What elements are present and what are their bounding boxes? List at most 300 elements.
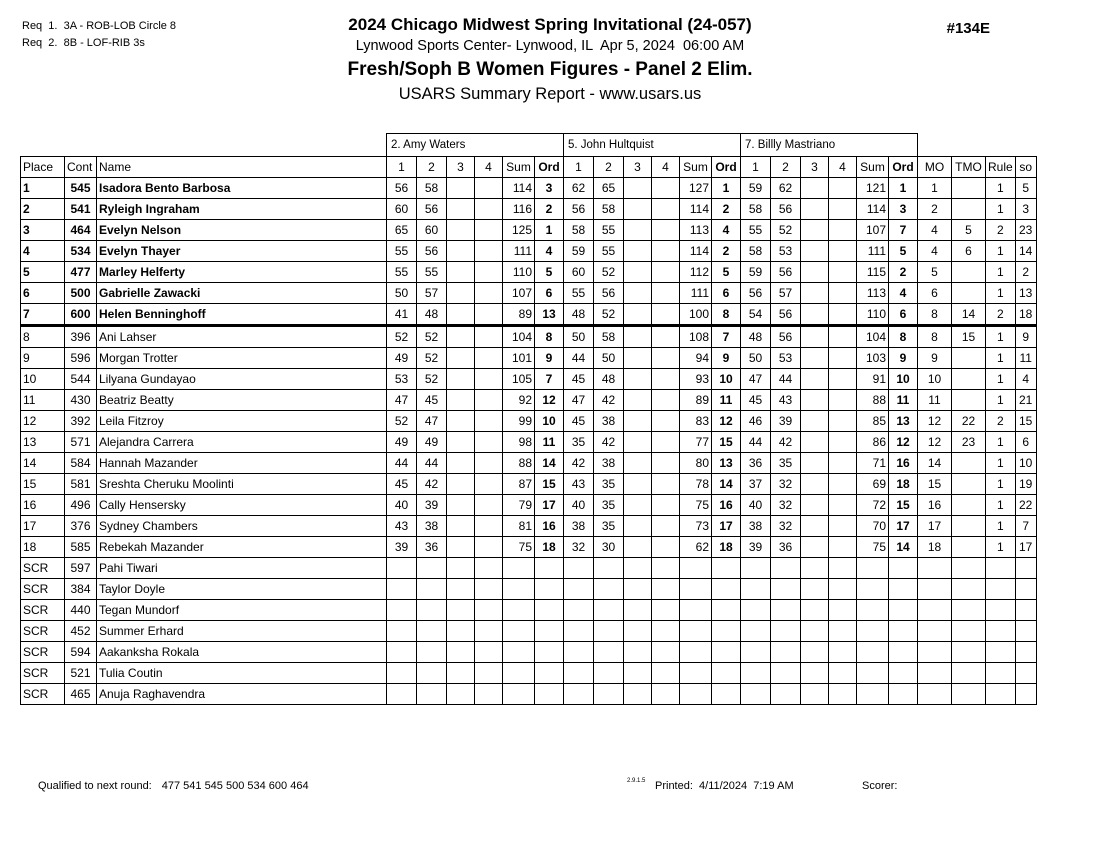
judge2-sum-cell: 80 bbox=[680, 453, 712, 474]
skater-name-cell: Pahi Tiwari bbox=[97, 558, 387, 579]
judge2-score3-cell bbox=[624, 516, 652, 537]
judge3-sum-cell: 110 bbox=[857, 304, 889, 326]
judge3-score4-cell bbox=[829, 326, 857, 348]
judge2-score1-cell: 48 bbox=[564, 304, 594, 326]
judge3-score3-cell bbox=[801, 390, 829, 411]
table-row bbox=[21, 326, 1037, 348]
judge3-score2-cell: 62 bbox=[771, 178, 801, 199]
judge3-score3-cell bbox=[801, 684, 829, 705]
judge3-sum-cell: 115 bbox=[857, 262, 889, 283]
judge2-sum-cell: 111 bbox=[680, 283, 712, 304]
judge3-score4-cell bbox=[829, 600, 857, 621]
judge3-sum-cell bbox=[857, 684, 889, 705]
so-cell bbox=[1015, 558, 1036, 579]
judge3-score2-cell bbox=[771, 684, 801, 705]
judge2-score4-cell bbox=[652, 642, 680, 663]
judge1-score4-cell bbox=[475, 304, 503, 326]
judge2-score4-cell bbox=[652, 283, 680, 304]
judge1-score1-cell: 53 bbox=[387, 369, 417, 390]
judge1-sum-cell: 125 bbox=[503, 220, 535, 241]
judge3-score4-cell bbox=[829, 579, 857, 600]
judge1-score2-cell: 56 bbox=[417, 199, 447, 220]
table-row bbox=[21, 537, 1037, 558]
table-row bbox=[21, 663, 1037, 684]
judge2-score1-cell: 58 bbox=[564, 220, 594, 241]
mo-cell: 4 bbox=[918, 241, 952, 262]
judge3-score3-cell bbox=[801, 283, 829, 304]
tmo-cell bbox=[952, 348, 986, 369]
judge1-score1-cell: 43 bbox=[387, 516, 417, 537]
judge2-score4-cell bbox=[652, 600, 680, 621]
judge2-sum-cell: 89 bbox=[680, 390, 712, 411]
judge2-sum-cell: 113 bbox=[680, 220, 712, 241]
place-cell: SCR bbox=[21, 621, 65, 642]
judge3-score2-cell: 44 bbox=[771, 369, 801, 390]
table-row bbox=[21, 684, 1037, 705]
judge3-score4-cell bbox=[829, 558, 857, 579]
judge2-sum-cell: 77 bbox=[680, 432, 712, 453]
judge2-score2-cell bbox=[594, 600, 624, 621]
skater-name-cell: Summer Erhard bbox=[97, 621, 387, 642]
skater-name-cell: Cally Hensersky bbox=[97, 495, 387, 516]
judge1-score3-cell bbox=[447, 474, 475, 495]
skater-name-cell: Gabrielle Zawacki bbox=[97, 283, 387, 304]
rule-cell: 1 bbox=[986, 262, 1016, 283]
judge3-sum-cell: 72 bbox=[857, 495, 889, 516]
judge2-sum-cell bbox=[680, 579, 712, 600]
rule-cell bbox=[986, 642, 1016, 663]
judge2-score3-cell bbox=[624, 199, 652, 220]
mo-cell: 1 bbox=[918, 178, 952, 199]
judge1-score1-cell: 55 bbox=[387, 262, 417, 283]
judge2-score1-cell bbox=[564, 558, 594, 579]
judge2-score2-cell: 38 bbox=[594, 453, 624, 474]
place-cell: SCR bbox=[21, 642, 65, 663]
place-cell: 10 bbox=[21, 369, 65, 390]
judge1-score2-cell bbox=[417, 684, 447, 705]
judge2-score2-cell bbox=[594, 663, 624, 684]
judge3-ord-cell: 17 bbox=[889, 516, 918, 537]
judge3-score3-cell bbox=[801, 432, 829, 453]
judge1-score4-cell bbox=[475, 663, 503, 684]
so-cell: 5 bbox=[1015, 178, 1036, 199]
judge2-score4-cell bbox=[652, 369, 680, 390]
judge1-score3-cell bbox=[447, 369, 475, 390]
judge3-ord-cell: 10 bbox=[889, 369, 918, 390]
judge2-score2-cell: 58 bbox=[594, 326, 624, 348]
judge2-sum-cell: 94 bbox=[680, 348, 712, 369]
judge2-score2-cell: 35 bbox=[594, 474, 624, 495]
contestant-number-cell: 430 bbox=[65, 390, 97, 411]
judge2-ord-cell: 5 bbox=[712, 262, 741, 283]
judge1-score3-header: 3 bbox=[447, 157, 475, 178]
judge2-sum-cell bbox=[680, 663, 712, 684]
judge3-ord-cell: 4 bbox=[889, 283, 918, 304]
judge3-sum-cell: 69 bbox=[857, 474, 889, 495]
judge2-score4-cell bbox=[652, 621, 680, 642]
judge3-ord-cell bbox=[889, 621, 918, 642]
table-row bbox=[21, 516, 1037, 537]
judge2-score2-cell: 35 bbox=[594, 495, 624, 516]
judge-2-name: 5. John Hultquist bbox=[564, 134, 741, 157]
judge2-score3-cell bbox=[624, 262, 652, 283]
so-cell: 3 bbox=[1015, 199, 1036, 220]
judge2-score2-cell: 38 bbox=[594, 411, 624, 432]
tmo-cell bbox=[952, 178, 986, 199]
skater-name-cell: Sydney Chambers bbox=[97, 516, 387, 537]
judge2-score3-cell bbox=[624, 369, 652, 390]
place-cell: SCR bbox=[21, 558, 65, 579]
table-row bbox=[21, 369, 1037, 390]
mo-cell: 12 bbox=[918, 432, 952, 453]
judge3-ord-cell bbox=[889, 579, 918, 600]
judge2-score3-cell bbox=[624, 390, 652, 411]
place-cell: 18 bbox=[21, 537, 65, 558]
judge3-score1-cell: 46 bbox=[741, 411, 771, 432]
judge1-score3-cell bbox=[447, 348, 475, 369]
judge2-ord-cell: 1 bbox=[712, 178, 741, 199]
judge1-score3-cell bbox=[447, 600, 475, 621]
judge3-ord-cell: 3 bbox=[889, 199, 918, 220]
judge2-ord-cell: 4 bbox=[712, 220, 741, 241]
judge1-sum-cell: 110 bbox=[503, 262, 535, 283]
judge1-score1-cell: 44 bbox=[387, 453, 417, 474]
judge1-sum-cell: 105 bbox=[503, 369, 535, 390]
judge1-score1-cell: 45 bbox=[387, 474, 417, 495]
judge3-score1-cell: 48 bbox=[741, 326, 771, 348]
judge1-ord-cell: 10 bbox=[535, 411, 564, 432]
judge1-score4-cell bbox=[475, 432, 503, 453]
rule-cell: 1 bbox=[986, 199, 1016, 220]
judge1-ord-cell: 12 bbox=[535, 390, 564, 411]
judge1-ord-cell: 9 bbox=[535, 348, 564, 369]
judge2-score4-cell bbox=[652, 495, 680, 516]
judge1-score4-cell bbox=[475, 516, 503, 537]
judge2-score1-cell: 32 bbox=[564, 537, 594, 558]
judge2-ord-header: Ord bbox=[712, 157, 741, 178]
judge3-ord-cell: 9 bbox=[889, 348, 918, 369]
judge3-score3-cell bbox=[801, 663, 829, 684]
judge1-score2-cell: 36 bbox=[417, 537, 447, 558]
table-row bbox=[21, 220, 1037, 241]
judge3-sum-cell: 85 bbox=[857, 411, 889, 432]
judge1-score3-cell bbox=[447, 684, 475, 705]
judge2-score4-cell bbox=[652, 220, 680, 241]
judge3-score4-cell bbox=[829, 283, 857, 304]
judge2-score1-cell: 45 bbox=[564, 369, 594, 390]
rule-cell: 1 bbox=[986, 369, 1016, 390]
judge2-ord-cell: 8 bbox=[712, 304, 741, 326]
table-row bbox=[21, 348, 1037, 369]
so-cell: 13 bbox=[1015, 283, 1036, 304]
so-cell: 2 bbox=[1015, 262, 1036, 283]
judge2-ord-cell bbox=[712, 621, 741, 642]
judge1-score4-cell bbox=[475, 390, 503, 411]
judge3-ord-cell: 16 bbox=[889, 453, 918, 474]
judge3-score1-cell: 58 bbox=[741, 199, 771, 220]
judge2-score2-cell bbox=[594, 558, 624, 579]
venue-date-line: Lynwood Sports Center- Lynwood, IL Apr 5, 2024 06:00 AM bbox=[355, 38, 745, 54]
so-cell bbox=[1015, 684, 1036, 705]
judge3-score1-cell: 59 bbox=[741, 262, 771, 283]
judge3-score1-cell: 44 bbox=[741, 432, 771, 453]
place-header: Place bbox=[21, 157, 65, 178]
version-text: 2.9.1.5 bbox=[627, 778, 646, 784]
judge2-score3-cell bbox=[624, 304, 652, 326]
judge1-sum-cell: 89 bbox=[503, 304, 535, 326]
tmo-cell bbox=[952, 663, 986, 684]
judge1-sum-cell bbox=[503, 558, 535, 579]
judge1-ord-cell: 14 bbox=[535, 453, 564, 474]
place-cell: 13 bbox=[21, 432, 65, 453]
judge2-score4-cell bbox=[652, 199, 680, 220]
table-row bbox=[21, 432, 1037, 453]
judge3-ord-cell: 1 bbox=[889, 178, 918, 199]
judge2-score2-cell bbox=[594, 621, 624, 642]
judge3-score3-cell bbox=[801, 621, 829, 642]
judge1-score1-cell: 49 bbox=[387, 432, 417, 453]
judge1-sum-cell bbox=[503, 663, 535, 684]
judge1-sum-cell: 114 bbox=[503, 178, 535, 199]
judge1-ord-cell bbox=[535, 621, 564, 642]
judge1-score2-cell bbox=[417, 663, 447, 684]
so-cell: 17 bbox=[1015, 537, 1036, 558]
skater-name-cell: Aakanksha Rokala bbox=[97, 642, 387, 663]
judge3-score2-cell bbox=[771, 663, 801, 684]
event-title: 2024 Chicago Midwest Spring Invitational (24-057) bbox=[348, 15, 752, 34]
judge2-score3-cell bbox=[624, 579, 652, 600]
place-cell: 3 bbox=[21, 220, 65, 241]
place-cell: 1 bbox=[21, 178, 65, 199]
judge2-score1-header: 1 bbox=[564, 157, 594, 178]
judge3-score4-cell bbox=[829, 474, 857, 495]
judge3-score1-cell: 58 bbox=[741, 241, 771, 262]
tmo-cell: 15 bbox=[952, 326, 986, 348]
judge3-score2-cell bbox=[771, 642, 801, 663]
tmo-cell bbox=[952, 516, 986, 537]
skater-name-cell: Sreshta Cheruku Moolinti bbox=[97, 474, 387, 495]
judge2-score4-cell bbox=[652, 663, 680, 684]
judge2-score2-header: 2 bbox=[594, 157, 624, 178]
judge1-ord-cell bbox=[535, 642, 564, 663]
place-cell: 15 bbox=[21, 474, 65, 495]
judge1-ord-cell: 15 bbox=[535, 474, 564, 495]
judge3-score2-cell bbox=[771, 600, 801, 621]
judge3-score2-cell: 56 bbox=[771, 304, 801, 326]
judge1-score3-cell bbox=[447, 495, 475, 516]
judge1-ord-cell: 13 bbox=[535, 304, 564, 326]
mo-cell: 2 bbox=[918, 199, 952, 220]
mo-cell: 18 bbox=[918, 537, 952, 558]
mo-cell bbox=[918, 579, 952, 600]
judge1-score3-cell bbox=[447, 390, 475, 411]
contestant-number-cell: 521 bbox=[65, 663, 97, 684]
judge3-score3-cell bbox=[801, 199, 829, 220]
event-number: #134E bbox=[946, 20, 990, 37]
judge2-score1-cell: 50 bbox=[564, 326, 594, 348]
judge3-ord-cell: 15 bbox=[889, 495, 918, 516]
judge1-score4-cell bbox=[475, 558, 503, 579]
judge3-score3-cell bbox=[801, 262, 829, 283]
judge3-score4-cell bbox=[829, 537, 857, 558]
judge3-score2-cell bbox=[771, 579, 801, 600]
judge1-score2-cell: 45 bbox=[417, 390, 447, 411]
judge2-sum-cell bbox=[680, 600, 712, 621]
judge2-score1-cell: 43 bbox=[564, 474, 594, 495]
requirement-1: Req 1. 3A - ROB-LOB Circle 8 bbox=[22, 20, 177, 32]
judge2-ord-cell: 2 bbox=[712, 241, 741, 262]
judge3-ord-cell: 8 bbox=[889, 326, 918, 348]
judge2-sum-cell: 108 bbox=[680, 326, 712, 348]
mo-cell: 6 bbox=[918, 283, 952, 304]
mo-cell: 5 bbox=[918, 262, 952, 283]
table-row bbox=[21, 262, 1037, 283]
skater-name-cell: Hannah Mazander bbox=[97, 453, 387, 474]
judge3-score1-cell: 45 bbox=[741, 390, 771, 411]
judges-row-spacer-left bbox=[21, 134, 387, 157]
judge3-score4-cell bbox=[829, 390, 857, 411]
table-row bbox=[21, 283, 1037, 304]
judge1-score2-cell: 58 bbox=[417, 178, 447, 199]
skater-name-cell: Evelyn Thayer bbox=[97, 241, 387, 262]
judge2-ord-cell bbox=[712, 663, 741, 684]
table-row bbox=[21, 304, 1037, 326]
judge3-score4-cell bbox=[829, 432, 857, 453]
judge1-ord-cell: 18 bbox=[535, 537, 564, 558]
judge2-score1-cell: 47 bbox=[564, 390, 594, 411]
judge1-score3-cell bbox=[447, 621, 475, 642]
judge1-score2-cell: 52 bbox=[417, 326, 447, 348]
judge1-score3-cell bbox=[447, 283, 475, 304]
tmo-cell bbox=[952, 558, 986, 579]
judge1-score2-cell: 49 bbox=[417, 432, 447, 453]
judge1-score2-cell: 42 bbox=[417, 474, 447, 495]
so-cell bbox=[1015, 663, 1036, 684]
judge3-score4-cell bbox=[829, 241, 857, 262]
judge3-score2-cell: 43 bbox=[771, 390, 801, 411]
judge3-ord-cell bbox=[889, 663, 918, 684]
place-cell: 11 bbox=[21, 390, 65, 411]
judge3-score4-cell bbox=[829, 262, 857, 283]
skater-name-cell: Marley Helferty bbox=[97, 262, 387, 283]
contestant-number-cell: 597 bbox=[65, 558, 97, 579]
judge2-score4-cell bbox=[652, 453, 680, 474]
table-row bbox=[21, 390, 1037, 411]
judge1-score3-cell bbox=[447, 642, 475, 663]
judge1-score2-cell bbox=[417, 600, 447, 621]
judge3-ord-cell: 6 bbox=[889, 304, 918, 326]
tmo-cell bbox=[952, 474, 986, 495]
place-cell: 14 bbox=[21, 453, 65, 474]
judge1-score1-header: 1 bbox=[387, 157, 417, 178]
judge2-ord-cell bbox=[712, 642, 741, 663]
judge-3-name: 7. Billly Mastriano bbox=[741, 134, 918, 157]
judge3-score4-cell bbox=[829, 684, 857, 705]
judge2-sum-cell: 83 bbox=[680, 411, 712, 432]
mo-cell bbox=[918, 621, 952, 642]
judge1-score4-cell bbox=[475, 199, 503, 220]
judge3-sum-cell: 113 bbox=[857, 283, 889, 304]
place-cell: SCR bbox=[21, 600, 65, 621]
judge3-sum-cell bbox=[857, 642, 889, 663]
judge2-sum-cell: 112 bbox=[680, 262, 712, 283]
skater-name-cell: Leila Fitzroy bbox=[97, 411, 387, 432]
judge2-ord-cell: 17 bbox=[712, 516, 741, 537]
judge3-score2-cell bbox=[771, 558, 801, 579]
skater-name-cell: Taylor Doyle bbox=[97, 579, 387, 600]
rule-cell bbox=[986, 621, 1016, 642]
judge1-score4-cell bbox=[475, 220, 503, 241]
judge2-sum-cell: 78 bbox=[680, 474, 712, 495]
judge1-ord-cell: 8 bbox=[535, 326, 564, 348]
judge3-score3-cell bbox=[801, 326, 829, 348]
judge2-score3-cell bbox=[624, 663, 652, 684]
judge3-score2-cell: 53 bbox=[771, 348, 801, 369]
judge2-score3-cell bbox=[624, 348, 652, 369]
tmo-cell: 23 bbox=[952, 432, 986, 453]
judge1-score4-cell bbox=[475, 537, 503, 558]
contestant-number-cell: 544 bbox=[65, 369, 97, 390]
judge3-sum-cell: 75 bbox=[857, 537, 889, 558]
judge1-score4-cell bbox=[475, 684, 503, 705]
judge3-sum-cell bbox=[857, 600, 889, 621]
table-row bbox=[21, 621, 1037, 642]
judge1-score4-cell bbox=[475, 474, 503, 495]
judge1-score4-cell bbox=[475, 621, 503, 642]
results-tbody bbox=[21, 178, 1037, 705]
judge1-score4-cell bbox=[475, 453, 503, 474]
contestant-number-cell: 477 bbox=[65, 262, 97, 283]
judge3-score2-cell: 35 bbox=[771, 453, 801, 474]
judge2-ord-cell: 13 bbox=[712, 453, 741, 474]
judge2-ord-cell: 9 bbox=[712, 348, 741, 369]
table-head bbox=[21, 134, 1037, 178]
judge1-score1-cell bbox=[387, 558, 417, 579]
judge1-score1-cell bbox=[387, 684, 417, 705]
judge1-score3-cell bbox=[447, 241, 475, 262]
so-cell: 11 bbox=[1015, 348, 1036, 369]
judge2-ord-cell: 15 bbox=[712, 432, 741, 453]
mo-cell: 10 bbox=[918, 369, 952, 390]
judge1-score1-cell: 39 bbox=[387, 537, 417, 558]
judge2-score3-cell bbox=[624, 642, 652, 663]
table-row bbox=[21, 495, 1037, 516]
judge3-score3-cell bbox=[801, 178, 829, 199]
place-cell: 8 bbox=[21, 326, 65, 348]
judge3-sum-cell: 121 bbox=[857, 178, 889, 199]
judge2-score4-cell bbox=[652, 304, 680, 326]
judge2-score4-cell bbox=[652, 178, 680, 199]
judge2-score2-cell: 42 bbox=[594, 390, 624, 411]
judge3-score1-cell bbox=[741, 684, 771, 705]
contestant-number-cell: 396 bbox=[65, 326, 97, 348]
judge1-score1-cell bbox=[387, 642, 417, 663]
judge3-score3-cell bbox=[801, 220, 829, 241]
tmo-cell bbox=[952, 600, 986, 621]
judge2-score2-cell: 52 bbox=[594, 304, 624, 326]
judge2-sum-cell: 73 bbox=[680, 516, 712, 537]
judge2-score4-cell bbox=[652, 474, 680, 495]
tmo-cell bbox=[952, 199, 986, 220]
judge3-ord-cell: 13 bbox=[889, 411, 918, 432]
judge1-ord-cell bbox=[535, 558, 564, 579]
judge1-sum-cell: 75 bbox=[503, 537, 535, 558]
judge2-sum-cell: 114 bbox=[680, 241, 712, 262]
judge1-score1-cell: 52 bbox=[387, 411, 417, 432]
contestant-number-cell: 545 bbox=[65, 178, 97, 199]
division-title: Fresh/Soph B Women Figures - Panel 2 Elim. bbox=[347, 59, 753, 80]
judge1-score4-cell bbox=[475, 348, 503, 369]
